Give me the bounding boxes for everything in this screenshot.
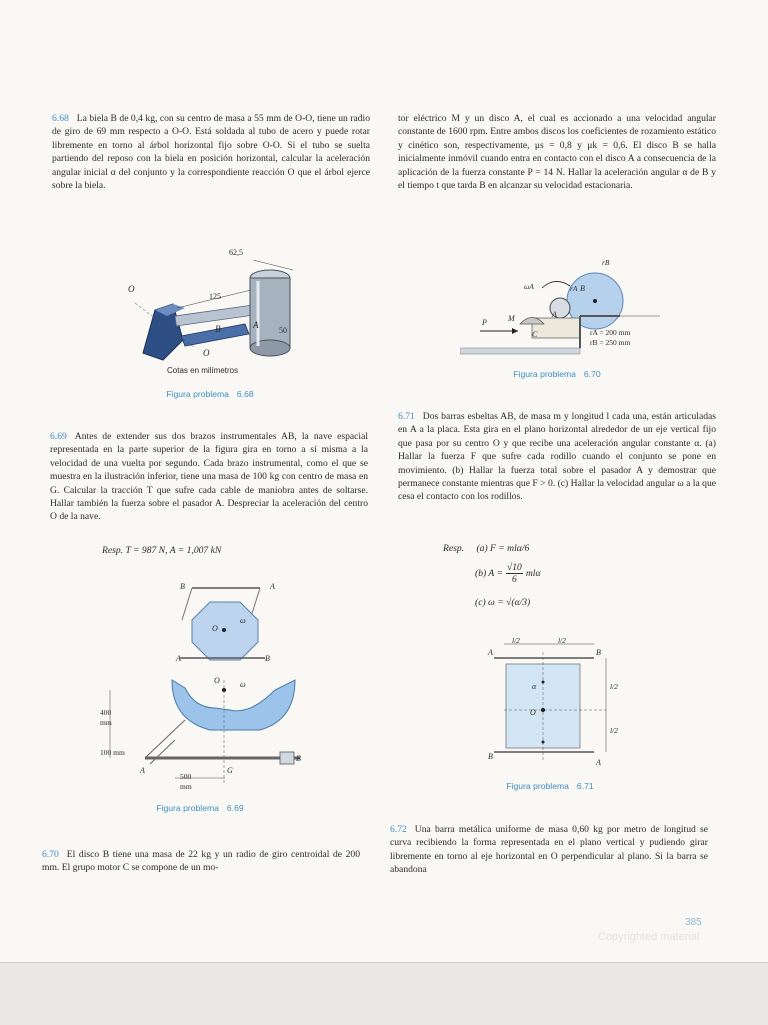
label-a-low: A <box>140 766 145 775</box>
problem-6-69 <box>50 430 368 524</box>
figure-6-70 <box>460 256 660 366</box>
label-o: O <box>530 708 536 717</box>
answer-6-71-a <box>443 542 529 556</box>
problem-number: 6.70 <box>42 849 59 860</box>
dimension-400-unit: mm <box>100 718 112 727</box>
problem-6-70-continuation <box>398 112 716 192</box>
scan-bottom-margin <box>0 962 768 1025</box>
answer-label: Resp. <box>443 543 465 554</box>
answer-b-numerator: √10 <box>506 562 522 573</box>
dimension-100: 100 mm <box>100 748 125 757</box>
problem-6-68 <box>52 112 370 192</box>
label-g: G <box>227 766 233 775</box>
label-b: B <box>580 284 585 293</box>
dimension-l2-d: l/2 <box>610 726 618 735</box>
caption-number: 6.68 <box>236 389 254 399</box>
label-a: A <box>552 310 557 319</box>
problem-6-72 <box>390 823 708 877</box>
label-o-low: O <box>214 676 220 685</box>
dimension-l2-c: l/2 <box>610 682 618 691</box>
label-a-top: A <box>488 648 493 657</box>
label-ra: rA <box>570 284 578 293</box>
page-number: 385 <box>685 917 702 928</box>
dimension-500-unit: mm <box>180 782 192 791</box>
problem-text: Una barra metálica uniforme de masa 0,60 kg por metro de longitud se curva recibiendo la forma representada en el plano vertical y pudiendo girar libremente en torno al eje horizontal en O perpendicular al plano. Si la barra se abandona <box>390 824 708 876</box>
figure-caption-6-70 <box>487 369 627 379</box>
figure-6-69 <box>100 580 300 800</box>
answer-b-fraction <box>506 562 523 585</box>
problem-6-70-start <box>42 848 360 875</box>
label-o-top: O <box>212 624 218 633</box>
problem-number: 6.72 <box>390 824 407 835</box>
figure-6-71 <box>484 634 634 774</box>
label-a-top: A <box>270 582 275 591</box>
dimension-500: 500 <box>180 772 192 781</box>
dimension-62-5: 62,5 <box>229 248 243 257</box>
problem-text: El disco B tiene una masa de 22 kg y un radio de giro centroidal de 200 mm. El grupo motor C se compone de un mo- <box>42 849 360 874</box>
figure-6-68 <box>125 248 305 388</box>
problem-text: tor eléctrico M y un disco A, el cual es accionado a una velocidad angular constante de 1600 rpm. Entre ambos discos los coeficientes de rozamiento estático y cinético son, respectivamente, μs = 0,8 y μk = 0,6. El disco B se halla inicialmente inmóvil cuando entra en contacto con el disco A a consecuencia de la aplicación de la fuerza constante P = 14 N. Hallar la aceleración angular α de B y el tiempo t que tarda B en alcanzar su velocidad estacionaria. <box>398 113 716 192</box>
label-omega-low: ω <box>240 680 246 689</box>
label-o-left: O <box>128 284 135 294</box>
label-omega-a: ωA <box>524 282 534 291</box>
caption-label: Figura problema <box>506 781 569 791</box>
dimension-50: 50 <box>279 326 287 335</box>
label-p: P <box>482 318 487 327</box>
caption-label: Figura problema <box>166 389 229 399</box>
label-a-mid: A <box>176 654 181 663</box>
caption-label: Figura problema <box>156 803 219 813</box>
label-b-bottom: B <box>488 752 493 761</box>
caption-number: 6.71 <box>576 781 594 791</box>
label-b-mid: B <box>265 654 270 663</box>
problem-number: 6.69 <box>50 431 67 442</box>
figure-caption-6-69 <box>130 803 270 813</box>
units-note: Cotas en milímetros <box>167 366 239 375</box>
answer-b-right: mlα <box>525 567 541 579</box>
figure-caption-6-71 <box>480 781 620 791</box>
radius-a-value: rA = 200 mm <box>590 328 631 337</box>
caption-number: 6.70 <box>583 369 601 379</box>
answer-a: (a) F = mlα/6 <box>476 543 530 554</box>
label-a: A <box>253 320 259 330</box>
caption-label: Figura problema <box>513 369 576 379</box>
problem-text: Antes de extender sus dos brazos instrumentales AB, la nave espacial representada en la parte superior de la figura gira en torno a sí misma a la velocidad de una vuelta por segundo. Cada brazo instrumental, como el que se muestra en la ilustración inferior, tiene una masa de 100 kg con centro de masa en G. Calcular la tracción T que sufre cada cable de maniobra antes de soltarse. Hallar también la fuerza sobre el pasador A. Despreciar la aceleración del centro O de la nave. <box>50 431 368 523</box>
label-o-bottom: O <box>203 348 210 358</box>
dimension-400: 400 <box>100 708 112 717</box>
copyright-watermark: Copyrighted material <box>598 931 700 943</box>
answer-6-69: Resp. T = 987 N, A = 1,007 kN <box>102 545 222 556</box>
problem-number: 6.71 <box>398 411 415 422</box>
label-b: B <box>215 324 221 334</box>
label-omega-top: ω <box>240 616 246 625</box>
answer-6-71-c: (c) ω = √(α/3) <box>475 597 531 608</box>
problem-6-71 <box>398 410 716 504</box>
problem-text: Dos barras esbeltas AB, de masa m y longitud l cada una, están articuladas en A a la placa. Esta gira en el plano horizontal alrededor de un eje vertical fijo que pasa por su centro O y que recibe una aceleración angular constante α. (a) Hallar la fuerza F que sufre cada rodillo cuando el conjunto se pone en movimiento. (b) Hallar la fuerza total sobre el pasador A y demostrar que permanece constante mientras que F > 0. (c) Hallar la velocidad angular ω a la que cesa el contacto con los rodillos. <box>398 411 716 503</box>
dimension-l2-a: l/2 <box>512 636 520 645</box>
label-m: M <box>508 314 515 323</box>
label-b-low: B <box>296 754 301 763</box>
label-c: C <box>532 330 538 339</box>
label-rb: rB <box>602 258 610 267</box>
answer-6-71-b <box>475 562 540 585</box>
caption-number: 6.69 <box>226 803 244 813</box>
problem-text: La biela B de 0,4 kg, con su centro de masa a 55 mm de O-O, tiene un radio de giro de 69 mm respecto a O-O. Está soldada al tubo de acero y puede rotar libremente en torno al árbol horizontal fijo sobre O-O. Si el tubo se suelta partiendo del reposo con la biela en posición horizontal, calcular la aceleración angular inicial α del conjunto y la correspondiente reacción O que el árbol ejerce sobre la biela. <box>52 113 370 192</box>
label-alpha: α <box>532 682 537 691</box>
label-b-top: B <box>180 582 185 591</box>
dimension-125: 125 <box>209 292 221 301</box>
radius-b-value: rB = 250 mm <box>590 338 631 347</box>
label-b-top: B <box>596 648 601 657</box>
answer-b-left: (b) A = <box>475 567 503 579</box>
figure-caption-6-68 <box>140 389 280 399</box>
answer-b-denominator: 6 <box>512 574 517 585</box>
problem-number: 6.68 <box>52 113 69 124</box>
dimension-l2-b: l/2 <box>558 636 566 645</box>
label-a-bottom: A <box>596 758 601 767</box>
